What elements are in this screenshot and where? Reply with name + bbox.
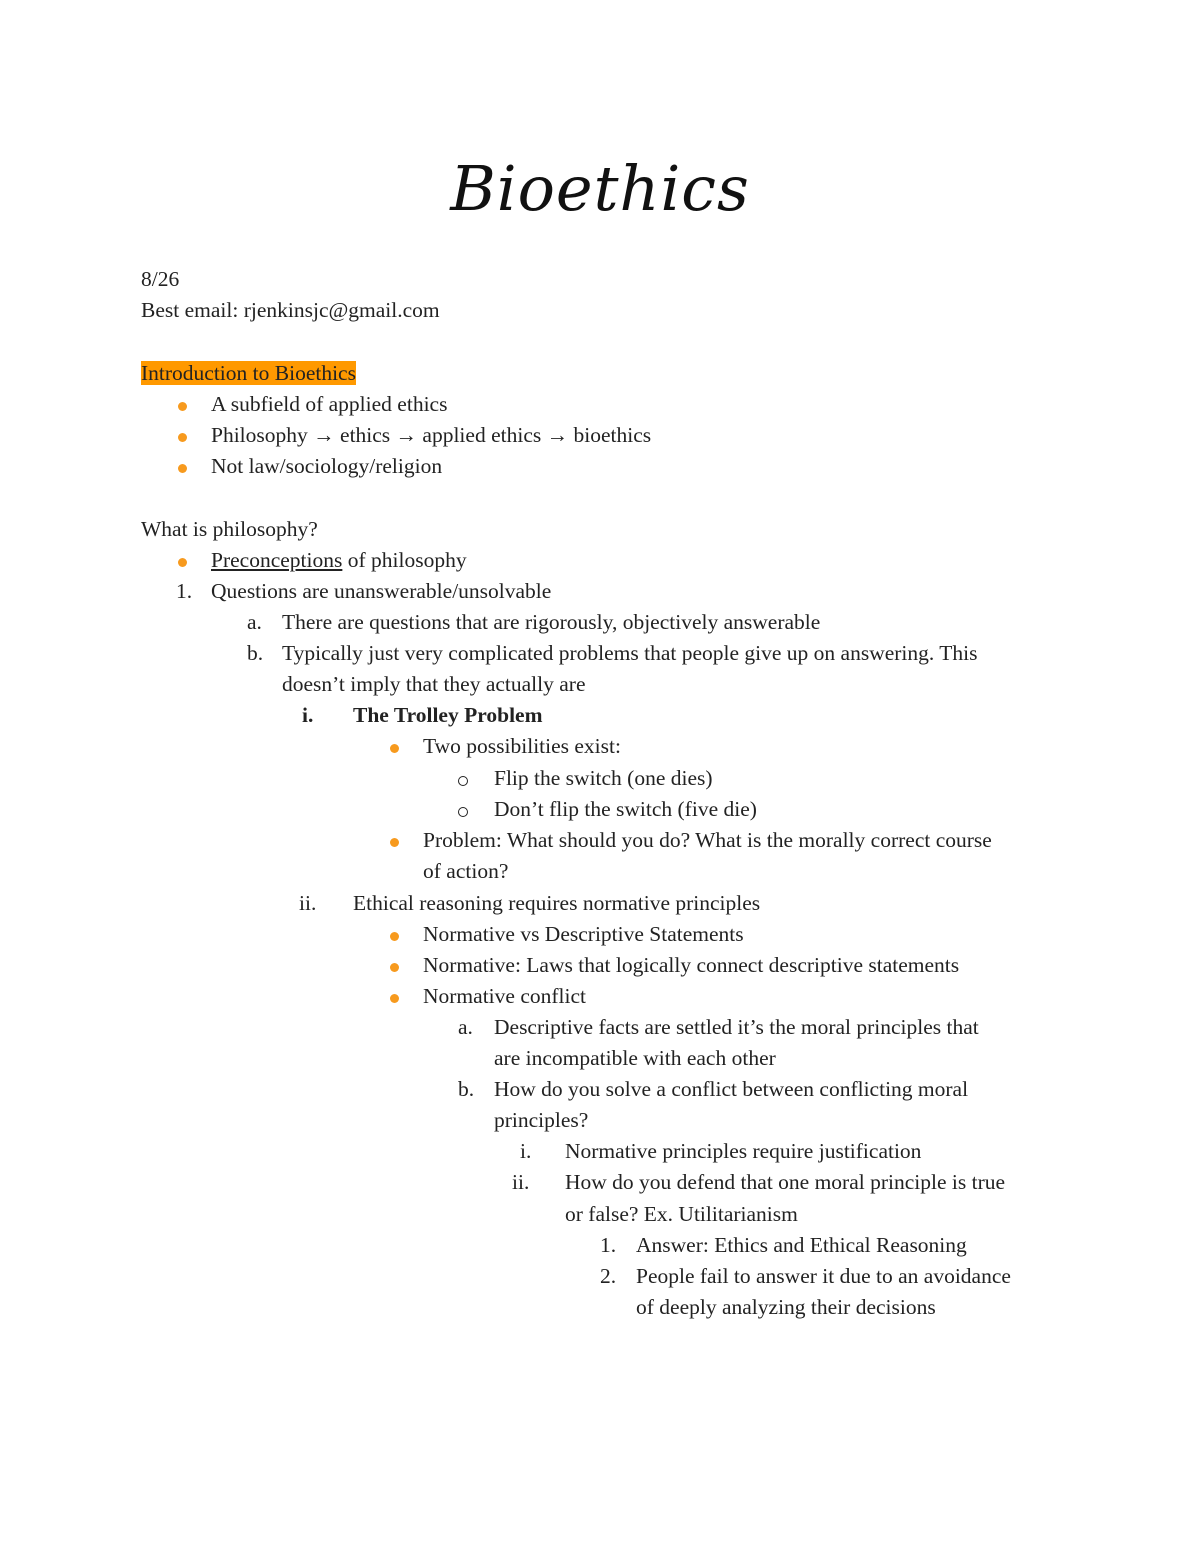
trolley-option-2: Don’t flip the switch (five die) — [494, 797, 757, 821]
intro-heading-highlight: Introduction to Bioethics — [141, 361, 356, 385]
bullet-icon — [390, 838, 399, 847]
intro-bullet-2: Philosophy → ethics → applied ethics → bioethics — [211, 423, 652, 447]
justification-text: Normative principles require justification — [565, 1139, 922, 1163]
bullet-icon — [178, 433, 187, 442]
conflict-b-line-2: principles? — [494, 1108, 589, 1132]
trolley-option-1: Flip the switch (one dies) — [494, 766, 713, 790]
bullet-icon — [178, 464, 187, 473]
item-1a-marker: a. — [247, 610, 262, 634]
item-1a-text: There are questions that are rigorously, objectively answerable — [282, 610, 821, 634]
bullet-icon — [390, 994, 399, 1003]
normative-bullet-1: Normative vs Descriptive Statements — [423, 922, 744, 946]
conflict-a-line-1: Descriptive facts are settled it’s the moral principles that — [494, 1015, 979, 1039]
bullet-icon — [390, 963, 399, 972]
justification-marker: i. — [520, 1139, 532, 1163]
conflict-a-line-2: are incompatible with each other — [494, 1046, 776, 1070]
intro-bullet-1: A subfield of applied ethics — [211, 392, 448, 416]
bullet-icon — [390, 744, 399, 753]
hollow-bullet-icon — [458, 807, 468, 817]
date-text: 8/26 — [141, 267, 180, 291]
normative-bullet-3: Normative conflict — [423, 984, 586, 1008]
item-1-marker: 1. — [176, 579, 193, 603]
conflict-a-marker: a. — [458, 1015, 473, 1039]
bullet-icon — [178, 402, 187, 411]
preconceptions-rest: of philosophy — [342, 548, 467, 572]
conflict-b-line-1: How do you solve a conflict between conflicting moral — [494, 1077, 969, 1101]
trolley-bullet-2-line-1: Problem: What should you do? What is the morally correct course — [423, 828, 992, 852]
defend-marker: ii. — [512, 1170, 530, 1194]
ethical-reasoning-text: Ethical reasoning requires normative principles — [353, 891, 761, 915]
email-line: Best email: rjenkinsjc@gmail.com — [141, 298, 440, 322]
hollow-bullet-icon — [458, 776, 468, 786]
intro-bullet-3: Not law/sociology/religion — [211, 454, 443, 478]
item-1-text: Questions are unanswerable/unsolvable — [211, 579, 552, 603]
trolley-bullet-2-line-2: of action? — [423, 859, 509, 883]
normative-bullet-2: Normative: Laws that logically connect descriptive statements — [423, 953, 960, 977]
answer-1-marker: 1. — [600, 1233, 617, 1257]
item-1b-line-1: Typically just very complicated problems that people give up on answering. This — [282, 641, 978, 665]
item-1b-line-2: doesn’t imply that they actually are — [282, 672, 586, 696]
ethical-reasoning-marker: ii. — [299, 891, 317, 915]
answer-1-text: Answer: Ethics and Ethical Reasoning — [636, 1233, 967, 1257]
intro-heading — [141, 358, 356, 389]
preconceptions-word: Preconceptions — [211, 548, 343, 572]
trolley-heading: The Trolley Problem — [353, 703, 543, 727]
defend-line-1: How do you defend that one moral principle is true — [565, 1170, 1006, 1194]
bullet-icon — [390, 932, 399, 941]
conflict-b-marker: b. — [458, 1077, 475, 1101]
item-1b-marker: b. — [247, 641, 264, 665]
answer-2-line-1: People fail to answer it due to an avoidance — [636, 1264, 1011, 1288]
answer-2-marker: 2. — [600, 1264, 617, 1288]
trolley-marker: i. — [302, 703, 314, 727]
answer-2-line-2: of deeply analyzing their decisions — [636, 1295, 936, 1319]
preconceptions-line — [211, 545, 467, 576]
philosophy-heading: What is philosophy? — [141, 517, 318, 541]
page-title: Bioethics — [450, 152, 750, 225]
defend-line-2: or false? Ex. Utilitarianism — [565, 1202, 798, 1226]
bullet-icon — [178, 558, 187, 567]
trolley-bullet-1: Two possibilities exist: — [423, 734, 621, 758]
